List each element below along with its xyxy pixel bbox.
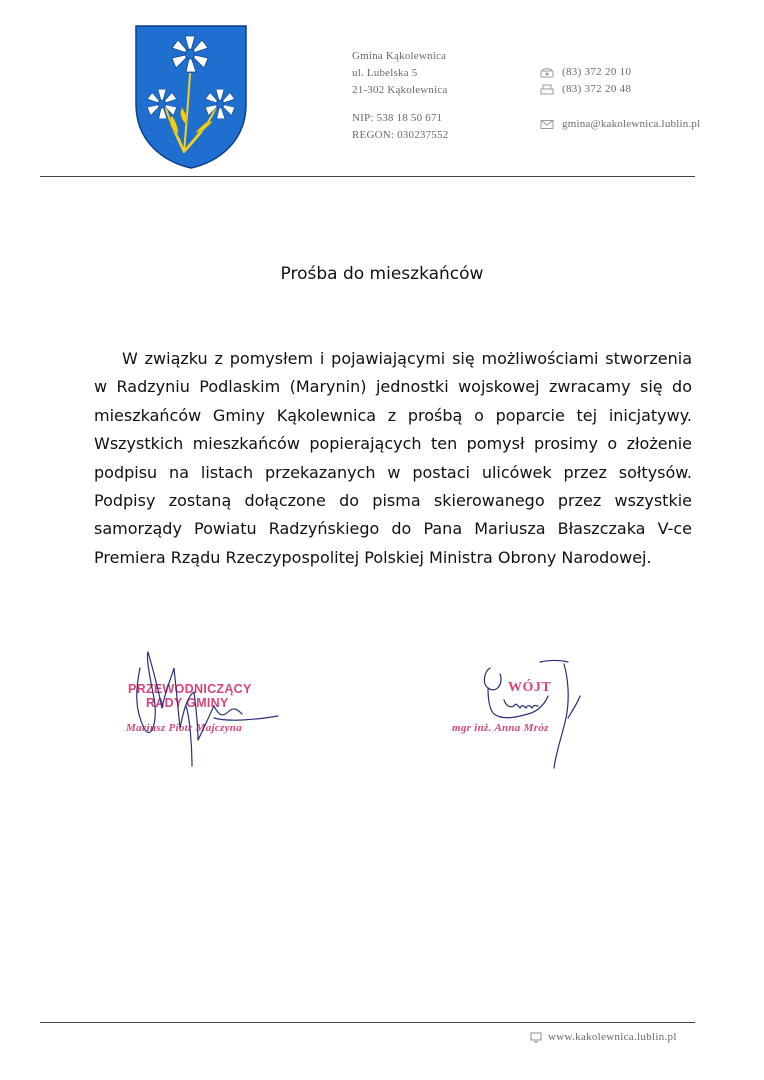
fax-number: (83) 372 20 48 (562, 83, 632, 95)
phone-icon (540, 67, 554, 78)
web-icon (530, 1032, 542, 1043)
cornflower-crest-icon (134, 24, 248, 170)
fax-line (540, 81, 631, 98)
street-address: ul. Lubelska 5 (352, 67, 418, 79)
regon-number: REGON: 030237552 (352, 129, 449, 141)
footer (530, 1031, 677, 1043)
contact-numbers (540, 64, 631, 98)
document-title: Prośba do mieszkańców (280, 264, 484, 284)
org-name: Gmina Kąkolewnica (352, 50, 447, 62)
nip-number: NIP: 538 18 50 671 (352, 112, 443, 124)
organization-address (352, 48, 448, 144)
phone-line (540, 64, 631, 81)
header-divider (40, 176, 695, 177)
handwritten-signature-right (444, 648, 624, 773)
stamp-title-line1: PRZEWODNICZĄCY (128, 682, 252, 696)
phone-number: (83) 372 20 10 (562, 66, 632, 78)
envelope-icon (540, 119, 554, 130)
fax-icon (540, 84, 554, 95)
stamp-title: WÓJT (508, 680, 552, 695)
chairman-signature-stamp (118, 648, 298, 773)
mayor-name: mgr inż. Anna Mróz (452, 722, 549, 734)
stamp-title-line2: RADY GMINY (146, 696, 229, 710)
footer-divider (40, 1022, 695, 1023)
mayor-signature-stamp (444, 648, 624, 773)
website-link[interactable]: www.kakolewnica.lublin.pl (548, 1031, 677, 1043)
email-address[interactable]: gmina@kakolewnica.lublin.pl (562, 118, 701, 130)
chairman-name: Mariusz Piotr Majczyna (126, 722, 243, 734)
postal-address: 21-302 Kąkolewnica (352, 84, 448, 96)
handwritten-signature-left (118, 648, 298, 773)
email-line (540, 118, 700, 130)
letterhead (0, 0, 764, 180)
document-body: W związku z pomysłem i pojawiającymi się możliwościami stworzenia w Radzyniu Podlaskim (Marynin) jednostki wojskowej zwracamy się do mieszkańców Gminy Kąkolewnica z prośbą o poparcie tej inicjatywy. Wszystkich mieszkańców popierających ten pomysł prosimy o złożenie podpisu na listach przekazanych w postaci ulicówek przez sołtysów. Podpisy zostaną dołączone do pisma skierowanego przez wszystkie samorządy Powiatu Radzyńskiego do Pana Mariusza Błaszczaka V-ce Premiera Rządu Rzeczypospolitej Polskiej Ministra Obrony Narodowej. (94, 349, 692, 567)
